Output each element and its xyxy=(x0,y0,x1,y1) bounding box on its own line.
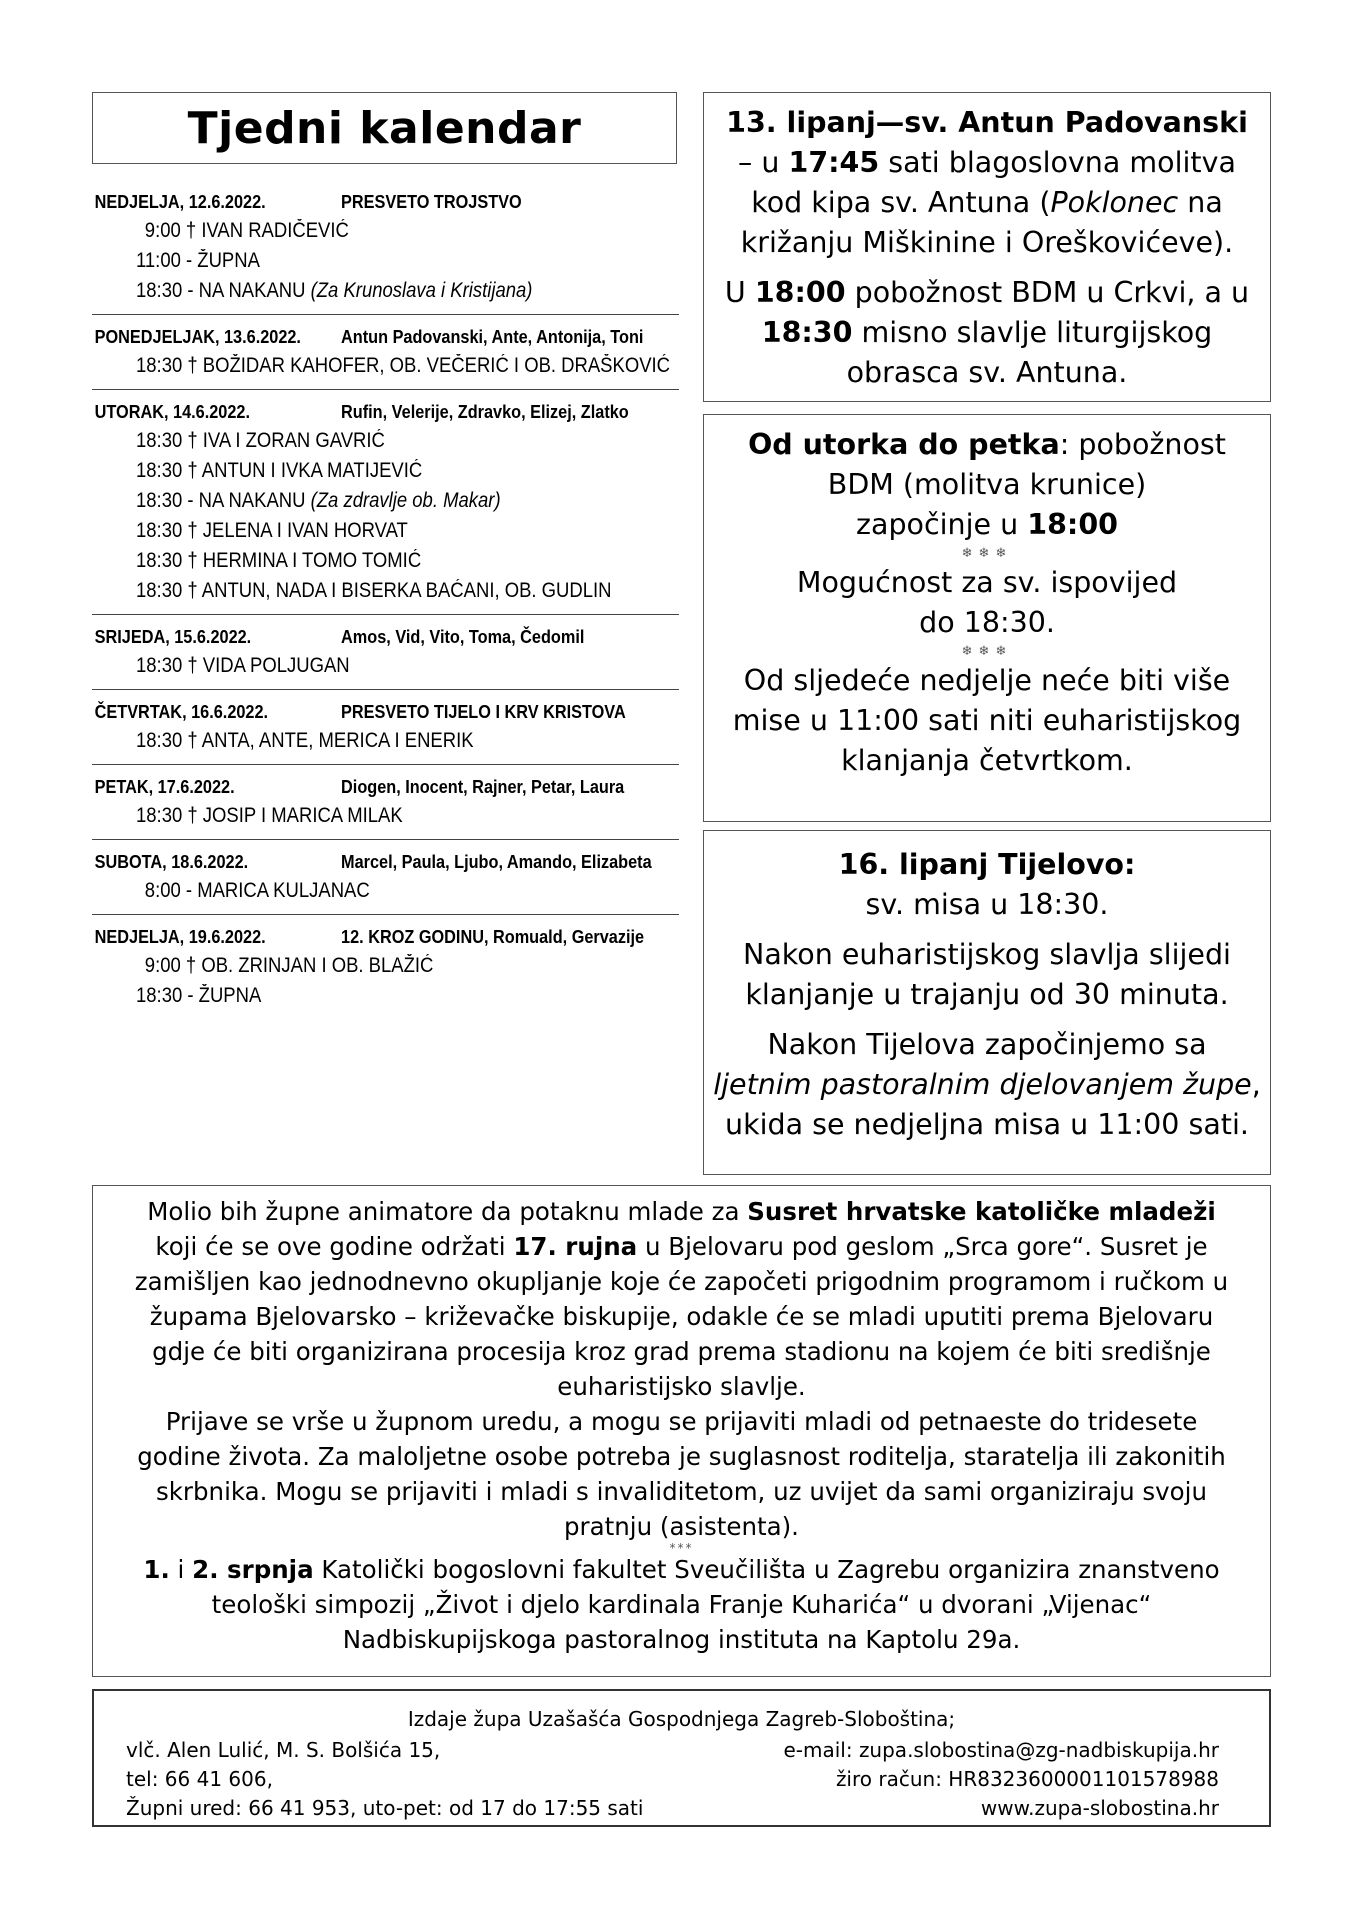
calendar-title: Tjedni kalendar xyxy=(187,102,582,154)
day-name: NEDJELJA, 19.6.2022. xyxy=(94,926,266,947)
day-name: PETAK, 17.6.2022. xyxy=(94,776,235,797)
mass-entry xyxy=(92,576,720,606)
mass-text: 18:30 † JELENA I IVAN HORVAT xyxy=(136,519,408,542)
day-saints: Marcel, Paula, Ljubo, Amando, Elizabeta xyxy=(341,851,652,872)
mass-entry xyxy=(92,246,720,276)
calendar-day xyxy=(92,180,679,315)
weekly-calendar xyxy=(92,180,679,1019)
day-header xyxy=(92,398,676,426)
notice-youth-meeting: Molio bih župne animatore da potaknu mlade za Susret hrvatske katoličke mladeži koji će se ove godine održati 17. rujna u Bjelovaru pod geslom „Srca gore“. Susret je zamišljen kao jednodnevno okupljanje koje će započeti prigodnim programom i ručkom u župama Bjelovarsko – križevačke biskupije, odakle će se mladi uputiti prema Bjelovaru gdje će biti organizirana procesija kroz grad prema stadionu na kojem će biti središnje euharistijsko slavlje. Prijave se vrše u župnom uredu, a mogu se prijaviti mladi od petnaeste do tridesete godine života. Za maloljetne osobe potreba je suglasnost roditelja, staratelja ili zakonitih skrbnika. Mogu se prijaviti i mladi s invaliditetom, uz uvijet da sami organiziraju svoju pratnju (asistenta). *** 1. i 2. srpnja Katolički bogoslovni fakultet Sveučilišta u Zagrebu organizira znanstveno teološki simpozij „Život i djelo kardinala Franje Kuharića“ u dvorani „Vijenac“ Nadbiskupijskoga pastoralnog instituta na Kaptolu 29a. xyxy=(92,1185,1271,1677)
mass-text: 9:00 † OB. ZRINJAN I OB. BLAŽIĆ xyxy=(144,954,434,977)
mass-text: 18:30 † JOSIP I MARICA MILAK xyxy=(136,804,403,827)
day-saints: PRESVETO TROJSTVO xyxy=(341,191,522,212)
calendar-day xyxy=(92,315,679,390)
notice-st-anthony: 13. lipanj—sv. Antun Padovanski – u 17:45 sati blagoslovna molitva kod kipa sv. Antuna (Poklonec na križanju Miškinine i Oreškovićeve). U 18:00 pobožnost BDM u Crkvi, a u 18:30 misno slavlje liturgijskog obrasca sv. Antuna. xyxy=(703,92,1271,402)
day-name: PONEDJELJAK, 13.6.2022. xyxy=(94,326,301,347)
mass-text: 8:00 - MARICA KULJANAC xyxy=(144,879,370,902)
calendar-day xyxy=(92,615,679,690)
day-name: SRIJEDA, 15.6.2022. xyxy=(94,626,252,647)
mass-text: 11:00 - ŽUPNA xyxy=(136,249,260,272)
notice-devotion: Od utorka do petka: pobožnost BDM (molitva krunice) započinje u 18:00 ❄❄❄ Mogućnost za sv. ispovijed do 18:30. ❄❄❄ Od sljedeće nedjelje neće biti više mise u 11:00 sati niti euharistijskog klanjanja četvrtkom. xyxy=(703,414,1271,822)
mass-text: 9:00 † IVAN RADIČEVIĆ xyxy=(144,219,349,242)
footer-imprint xyxy=(92,1689,1271,1827)
day-header xyxy=(92,698,676,726)
mass-entry xyxy=(92,426,720,456)
mass-entry xyxy=(92,546,720,576)
calendar-day xyxy=(92,915,679,1019)
day-name: UTORAK, 14.6.2022. xyxy=(94,401,250,422)
calendar-day xyxy=(92,390,679,615)
day-header xyxy=(92,773,676,801)
day-saints: Diogen, Inocent, Rajner, Petar, Laura xyxy=(341,776,625,797)
day-header xyxy=(92,188,676,216)
day-name: NEDJELJA, 12.6.2022. xyxy=(94,191,266,212)
website: www.zupa-slobostina.hr xyxy=(980,1796,1219,1820)
mass-text: 18:30 † ANTUN I IVKA MATIJEVIĆ xyxy=(136,459,423,482)
mass-entry xyxy=(92,876,729,906)
day-header xyxy=(92,923,676,951)
day-name: ČETVRTAK, 16.6.2022. xyxy=(94,701,269,722)
mass-entry xyxy=(92,651,720,681)
mass-entry xyxy=(92,351,720,381)
notice-heading: 16. lipanj Tijelovo: xyxy=(838,848,1136,881)
day-name: SUBOTA, 18.6.2022. xyxy=(94,851,249,872)
separator-stars: ❄❄❄ xyxy=(961,644,1013,659)
calendar-title-box xyxy=(92,92,677,164)
day-header xyxy=(92,623,676,651)
calendar-day xyxy=(92,765,679,840)
bank-account: žiro račun: HR8323600001101578988 xyxy=(835,1767,1219,1791)
mass-intention-note: (Za Krunoslava i Kristijana) xyxy=(310,279,533,302)
calendar-day xyxy=(92,840,679,915)
mass-text: 18:30 - ŽUPNA xyxy=(136,984,262,1007)
separator-stars: *** xyxy=(669,1541,694,1555)
notice-heading: 13. lipanj—sv. Antun Padovanski xyxy=(726,106,1248,139)
mass-entry xyxy=(92,216,729,246)
mass-intention-note: (Za zdravlje ob. Makar) xyxy=(310,489,501,512)
mass-entry xyxy=(92,951,729,981)
office-hours: Župni ured: 66 41 953, uto-pet: od 17 do 17:55 sati xyxy=(126,1796,644,1820)
day-saints: PRESVETO TIJELO I KRV KRISTOVA xyxy=(341,701,626,722)
day-header xyxy=(92,323,676,351)
notice-corpus-christi: 16. lipanj Tijelovo: sv. misa u 18:30. Nakon euharistijskog slavlja slijedi klanjanje u trajanju od 30 minuta. Nakon Tijelova započinjemo sa ljetnim pastoralnim djelovanjem župe, ukida se nedjeljna misa u 11:00 sati. xyxy=(703,830,1271,1175)
priest-address: vlč. Alen Lulić, M. S. Bolšića 15, xyxy=(126,1738,441,1762)
mass-entry xyxy=(92,516,720,546)
day-saints: Rufin, Velerije, Zdravko, Elizej, Zlatko xyxy=(341,401,629,422)
publisher: Izdaje župa Uzašašća Gospodnjega Zagreb-Sloboština; xyxy=(407,1707,956,1731)
mass-entry xyxy=(92,276,720,306)
telephone: tel: 66 41 606, xyxy=(126,1767,273,1791)
mass-text: 18:30 † ANTA, ANTE, MERICA I ENERIK xyxy=(136,729,474,752)
mass-entry xyxy=(92,801,720,831)
mass-entry xyxy=(92,486,720,516)
mass-text: 18:30 - NA NAKANU xyxy=(136,279,311,302)
mass-entry xyxy=(92,726,720,756)
mass-text: 18:30 - NA NAKANU xyxy=(136,489,311,512)
mass-text: 18:30 † IVA I ZORAN GAVRIĆ xyxy=(136,429,385,452)
day-header xyxy=(92,848,676,876)
mass-text: 18:30 † ANTUN, NADA I BISERKA BAĆANI, OB. GUDLIN xyxy=(136,579,612,602)
mass-entry xyxy=(92,981,720,1011)
mass-entry xyxy=(92,456,720,486)
day-saints: Amos, Vid, Vito, Toma, Čedomil xyxy=(341,626,585,647)
calendar-day xyxy=(92,690,679,765)
mass-text: 18:30 † HERMINA I TOMO TOMIĆ xyxy=(136,549,422,572)
separator-stars: ❄❄❄ xyxy=(961,546,1013,561)
mass-text: 18:30 † VIDA POLJUGAN xyxy=(136,654,350,677)
day-saints: 12. KROZ GODINU, Romuald, Gervazije xyxy=(341,926,645,947)
mass-text: 18:30 † BOŽIDAR KAHOFER, OB. VEČERIĆ I OB. DRAŠKOVIĆ xyxy=(136,354,671,377)
day-saints: Antun Padovanski, Ante, Antonija, Toni xyxy=(341,326,644,347)
email: e-mail: zupa.slobostina@zg-nadbiskupija.hr xyxy=(783,1738,1219,1762)
